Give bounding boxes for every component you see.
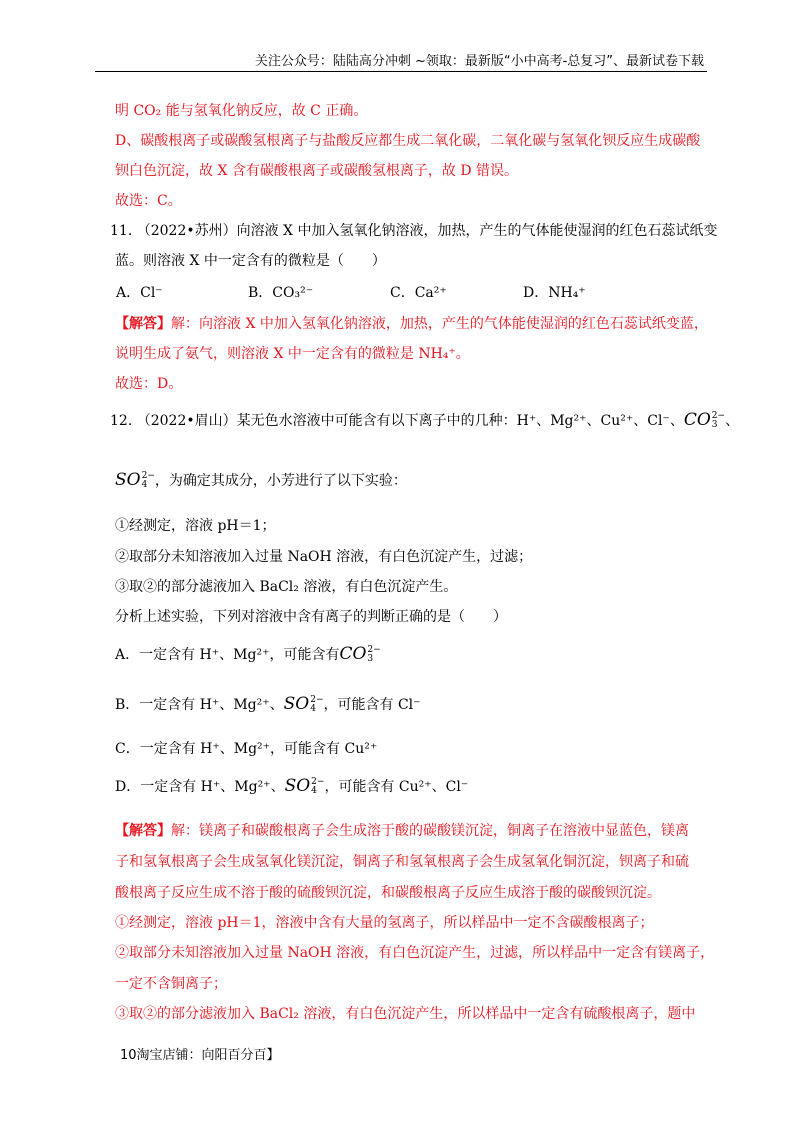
question-11-stem-cont: 蓝。则溶液 X 中一定含有的微粒是（ ） xyxy=(115,253,386,269)
page-header: 关注公众号：陆陆高分冲刺 ~领取：最新版“小中高考-总复习”、最新试卷下载 xyxy=(254,54,704,69)
q12-solution-line-1 xyxy=(115,820,689,840)
page-footer: 10淘宝店铺：向阳百分百】 xyxy=(120,1048,280,1063)
question-stem-text: 向溶液 X 中加入氢氧化钠溶液，加热，产生的气体能使湿润的红色石蕊试纸变 xyxy=(236,223,718,239)
sulfate-ion-charge: 2− 4 xyxy=(311,777,325,796)
question-source: （2022•眉山） xyxy=(136,413,237,429)
question-number: 12. xyxy=(110,413,133,429)
q12-step-1: ①经测定，溶液 pH＝1； xyxy=(115,518,276,534)
q12-solution-line-5: ②取部分未知溶液加入过量 NaOH 溶液，有白色沉淀产生，过滤，所以样品中一定含有镁离子， xyxy=(115,945,715,961)
q11-option-d: D．NH₄⁺ xyxy=(523,285,586,301)
sulfate-ion: SO xyxy=(115,470,141,490)
q12-option-d: D．一定含有 H⁺、Mg²⁺、SO 2− 4 ，可能含有 Cu²⁺、Cl⁻ xyxy=(115,776,469,796)
solution-text: 解：向溶液 X 中加入氢氧化钠溶液，加热，产生的气体能使湿润的红色石蕊试纸变蓝， xyxy=(171,316,708,332)
sulfate-ion-charge: 2− 4 xyxy=(310,695,324,714)
prev-solution-line-2: D、碳酸根离子或碳酸氢根离子与盐酸反应都生成二氧化碳，二氧化碳与氢氧化钡反应生成碳酸 xyxy=(115,133,701,149)
header-rule xyxy=(95,71,707,72)
question-source: （2022•苏州） xyxy=(136,223,237,239)
q12-option-c: C．一定含有 H⁺、Mg²⁺，可能含有 Cu²⁺ xyxy=(115,741,378,757)
q12-option-b: B．一定含有 H⁺、Mg²⁺、SO 2− 4 ，可能含有 Cl⁻ xyxy=(115,694,421,714)
q12-solution-line-3: 酸根离子反应生成不溶于酸的硫酸钡沉淀，和碳酸根离子反应生成溶于酸的碳酸钡沉淀。 xyxy=(115,885,661,901)
q11-option-b: B．CO₃²⁻ xyxy=(248,285,314,301)
carbonate-ion: CO xyxy=(339,644,367,664)
prev-answer: 故选：C。 xyxy=(115,193,182,209)
q12-step-3: ③取②的部分滤液加入 BaCl₂ 溶液，有白色沉淀产生。 xyxy=(115,579,458,595)
prev-solution-line-1: 明 CO₂ 能与氢氧化钠反应，故 C 正确。 xyxy=(115,103,368,119)
q11-solution-line-2: 说明生成了氨气，则溶液 X 中一定含有的微粒是 NH₄⁺。 xyxy=(115,346,470,362)
q12-ask: 分析上述实验，下列对溶液中含有离子的判断正确的是（ ） xyxy=(115,609,507,625)
sulfate-ion-charge: 2− 4 xyxy=(141,471,155,490)
carbonate-ion-charge: 2− 3 xyxy=(711,411,726,430)
q12-step-2: ②取部分未知溶液加入过量 NaOH 溶液，有白色沉淀产生，过滤； xyxy=(115,549,533,565)
question-11-stem xyxy=(110,220,717,240)
q11-answer: 故选：D。 xyxy=(115,376,183,392)
solution-tag: 【解答】 xyxy=(115,823,171,839)
question-12-stem: 12. （2022•眉山）某无色水溶液中可能含有以下离子中的几种：H⁺、Mg²⁺、Cu²⁺、Cl⁻、CO 2− 3 、 xyxy=(110,410,740,430)
prev-solution-line-3: 钡白色沉淀，故 X 含有碳酸根离子或碳酸氢根离子，故 D 错误。 xyxy=(115,163,518,179)
question-12-stem-cont xyxy=(115,470,407,490)
q12-option-a: A．一定含有 H⁺、Mg²⁺，可能含有CO 2− 3 xyxy=(115,644,381,664)
carbonate-ion: CO xyxy=(683,410,711,430)
sulfate-ion: SO xyxy=(283,694,310,714)
q11-option-a: A．Cl⁻ xyxy=(116,285,163,301)
sulfate-ion: SO xyxy=(284,776,311,796)
q11-solution-line-1 xyxy=(115,313,708,333)
question-number: 11. xyxy=(110,223,133,239)
solution-tag: 【解答】 xyxy=(115,316,171,332)
question-stem-text: ，为确定其成分，小芳进行了以下实验： xyxy=(154,473,407,489)
q11-option-c: C．Ca²⁺ xyxy=(390,285,447,301)
solution-text: 解：镁离子和碳酸根离子会生成溶于酸的碳酸镁沉淀，铜离子在溶液中显蓝色，镁离 xyxy=(171,823,689,839)
question-stem-text: 某无色水溶液中可能含有以下离子中的几种：H⁺、Mg²⁺、Cu²⁺、Cl⁻、 xyxy=(236,413,684,429)
q12-solution-line-7: ③取②的部分滤液加入 BaCl₂ 溶液，有白色沉淀产生，所以样品中一定含有硫酸根离子，题中 xyxy=(115,1006,696,1022)
q12-solution-line-6: 一定不含铜离子； xyxy=(115,976,227,992)
q12-solution-line-4: ①经测定，溶液 pH＝1，溶液中含有大量的氢离子，所以样品中一定不含碳酸根离子； xyxy=(115,915,654,931)
q12-solution-line-2: 子和氢氧根离子会生成氢氧化镁沉淀，铜离子和氢氧根离子会生成氢氧化铜沉淀，钡离子和硫 xyxy=(115,854,689,870)
carbonate-ion-charge: 2− 3 xyxy=(367,645,381,664)
